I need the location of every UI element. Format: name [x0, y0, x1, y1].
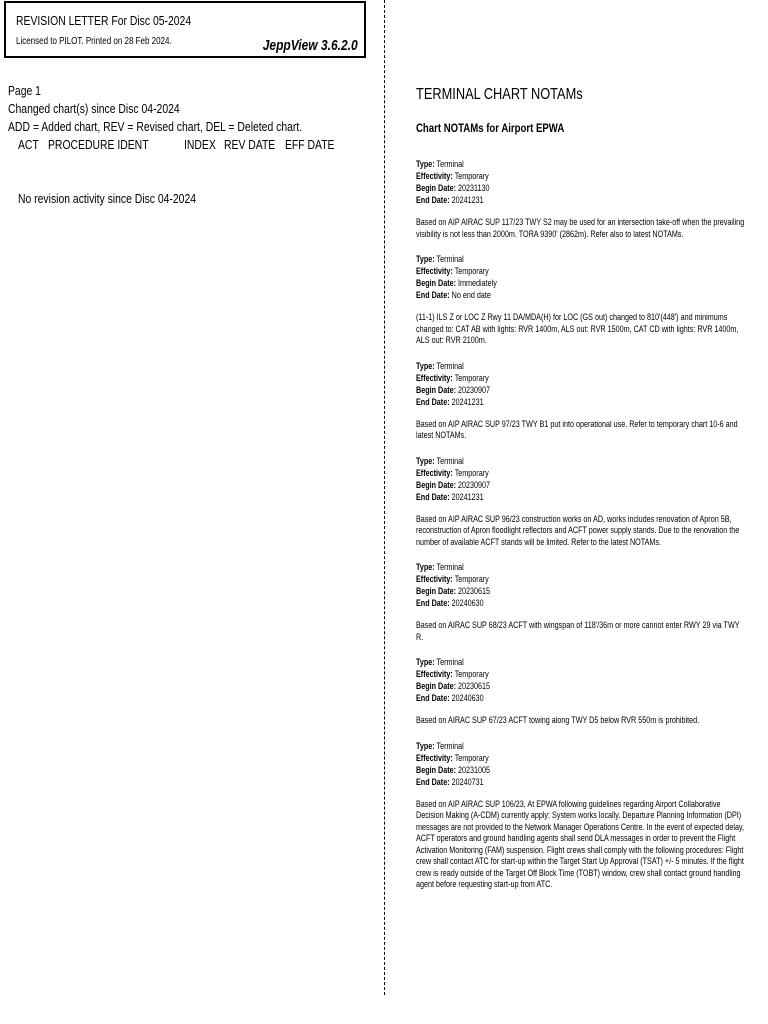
notam-effectivity: Effectivity: Temporary: [416, 266, 489, 276]
notam-entry: [416, 253, 746, 347]
column-divider: [384, 0, 385, 995]
col-eff-date: EFF DATE: [285, 137, 335, 152]
no-activity-message: No revision activity since Disc 04-2024: [18, 191, 197, 206]
notam-effectivity: Effectivity: Temporary: [416, 171, 489, 181]
notam-begin-date: Begin Date: 20230615: [416, 586, 491, 596]
notam-effectivity: Effectivity: Temporary: [416, 669, 489, 679]
col-procedure-ident: PROCEDURE IDENT: [48, 137, 149, 152]
notam-effectivity: Effectivity: Temporary: [416, 467, 489, 478]
jeppview-version: JeppView 3.6.2.0: [263, 37, 358, 54]
changed-charts-heading: Changed chart(s) since Disc 04-2024: [8, 101, 180, 116]
notam-effectivity: Effectivity: Temporary: [416, 372, 489, 383]
col-index: INDEX: [184, 137, 216, 152]
notam-entry: [416, 158, 746, 240]
notam-begin-date: Begin Date: 20230907: [416, 384, 491, 395]
notam-end-date: End Date: 20240630: [416, 693, 484, 703]
col-rev-date: REV DATE: [224, 137, 276, 152]
notam-begin-date: Begin Date: 20231005: [416, 764, 491, 775]
header-box: [4, 1, 366, 58]
notam-begin-date: Begin Date: Immediately: [416, 278, 497, 288]
notam-effectivity: Effectivity: Temporary: [416, 752, 489, 763]
notam-end-date: End Date: 20241231: [416, 396, 484, 407]
page-number: Page 1: [8, 83, 41, 98]
airport-heading: Chart NOTAMs for Airport EPWA: [416, 121, 565, 135]
revision-section: [8, 82, 378, 154]
col-act: ACT: [18, 137, 39, 152]
notam-end-date: End Date: 20240630: [416, 598, 484, 608]
notam-type: Type: Terminal: [416, 159, 464, 169]
notam-end-date: End Date: No end date: [416, 290, 491, 300]
notam-text: Based on AIRAC SUP 68/23 ACFT with wingspan of 118'/36m or more cannot enter RWY 29 via TWY R.: [416, 620, 740, 642]
notam-text: Based on AIRAC SUP 67/23 ACFT towing along TWY D5 below RVR 550m is prohibited.: [416, 715, 700, 725]
notam-end-date: End Date: 20241231: [416, 195, 484, 205]
notam-type: Type: Terminal: [416, 657, 464, 667]
notam-begin-date: Begin Date: 20230615: [416, 681, 491, 691]
notam-text: (11-1) ILS Z or LOC Z Rwy 11 DA/MDA(H) for LOC (GS out) changed to 810'(448') and minimums changed to: CAT AB with lights: RVR 1400m, ALS out: RVR 1500m, CAT CD with lights: RVR 1400m, ALS out: RVR 2100m.: [416, 312, 739, 345]
notam-text: Based on AIP AIRAC SUP 117/23 TWY S2 may be used for an intersection take-off when the prevailing visibility is not less than 2000m. TORA 9390' (2862m). Refer also to latest NOTAMs.: [416, 217, 745, 239]
notam-entry: [416, 740, 746, 891]
notam-entry: [416, 360, 746, 442]
notam-effectivity: Effectivity: Temporary: [416, 574, 489, 584]
notam-section: [416, 84, 746, 891]
section-title: TERMINAL CHART NOTAMs: [416, 86, 583, 103]
notam-entry: [416, 455, 746, 549]
legend-line: ADD = Added chart, REV = Revised chart, DEL = Deleted chart.: [8, 119, 303, 134]
notam-type: Type: Terminal: [416, 740, 464, 751]
notam-list: [416, 158, 746, 891]
column-headers: [8, 136, 378, 154]
notam-entry: [416, 561, 746, 643]
notam-end-date: End Date: 20241231: [416, 491, 484, 502]
notam-type: Type: Terminal: [416, 455, 464, 466]
notam-begin-date: Begin Date: 20230907: [416, 479, 491, 490]
license-line: Licensed to PILOT. Printed on 28 Feb 2024.: [16, 36, 172, 47]
notam-type: Type: Terminal: [416, 254, 464, 264]
notam-type: Type: Terminal: [416, 562, 464, 572]
notam-end-date: End Date: 20240731: [416, 776, 484, 787]
notam-begin-date: Begin Date: 20231130: [416, 183, 490, 193]
notam-type: Type: Terminal: [416, 360, 464, 371]
notam-text: Based on AIP AIRAC SUP 106/23, At EPWA following guidelines regarding Airport Collaborative Decision Making (A-CDM) currently apply: System works locally. Departure Planning Information (DPI) messages are not provided to the Network Manager Operations Centre. In the event of expected delay, ACFT operators and ground handling agents shall send DLA messages in order to prevent the Flight Activation Monitoring (FAM) suspension. Flight crews shall comply with the following procedures: Flight crew shall contact ATC for start-up within the Target Start Up Approval (TSAT) +/- 5 minutes. If the flight crew is ready outside of the Target Off Block Time (TOBT) window, crew shall contact ground handling agent before requesting start-up from ATC.: [416, 798, 745, 889]
revision-letter-title: REVISION LETTER For Disc 05-2024: [16, 13, 192, 28]
notam-entry: [416, 656, 746, 727]
notam-text: Based on AIP AIRAC SUP 96/23 construction works on AD, works includes renovation of Apron 5B, reconstruction of Apron floodlight reflectors and ACFT power supply stands. Due to the renovation the number of available ACFT stands will be limited. Refer to the latest NOTAMs.: [416, 513, 740, 547]
notam-text: Based on AIP AIRAC SUP 97/23 TWY B1 put into operational use. Refer to temporary chart 10-6 and latest NOTAMs.: [416, 418, 738, 440]
